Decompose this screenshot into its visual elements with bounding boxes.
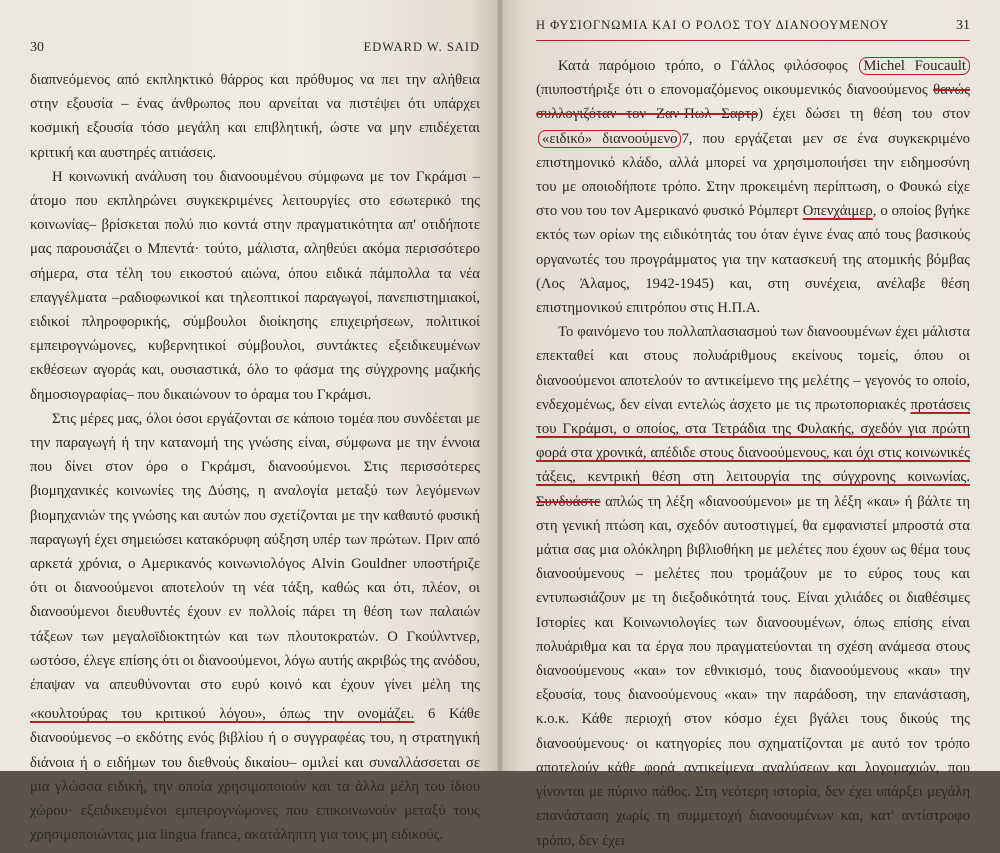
right-p1-h: , ο οποίος βγήκε εκτός των ορίων της ειδικότητάς του όταν έγινε ένας από τους βασικούς οργανωτές του προγράμματος για την κατασκευή της ατομικής βόμβας (Λος Άλαμος, 1942-1945) και, στη συνέχεια, ανέλαβε θέση επιστημονικού επιτρόπου στις Η.Π.Α. [536, 203, 971, 317]
right-running-head: Η ΦΥΣΙΟΓΝΩΜΙΑ ΚΑΙ Ο ΡΟΛΟΣ ΤΟΥ ΔΙΑΝΟΟΥΜΕΝΟΥ [536, 18, 890, 32]
left-running-head: EDWARD W. SAID [363, 40, 480, 54]
struck-sartre-phrase: θανώς συλλογιζόταν τον Ζαν-Πωλ Σαρτρ [536, 82, 970, 123]
right-p2-a: Το φαινόμενο του πολλαπλασιασμού των διανοουμένων έχει μάλιστα επεκταθεί και στους πολυάριθμους εκείνους τομείς, όπου οι διανοούμενοι αποτελούν το αντικείμενο της μελέτης – γεγονός το οποίο, ενδεχομένως, δεν είναι εντελώς άσχετο με τις πρωτοποριακές [536, 324, 970, 413]
left-body-text [30, 68, 480, 847]
right-header [536, 18, 970, 40]
left-page-number: 30 [30, 40, 44, 55]
right-page-number: 31 [956, 18, 970, 33]
right-page [500, 0, 1000, 849]
underlined-culture-of-critical-discourse: «κουλτούρας του κριτικού λόγου», όπως την ονομάζει. [30, 706, 415, 723]
circled-specific-intellectual: «ειδικό» διανοούμενο [538, 130, 681, 148]
left-page [0, 0, 500, 844]
right-p1-a: Κατά παρόμοιο τρόπο, ο Γάλλος φιλόσοφος [558, 58, 848, 74]
right-paragraph-1 [536, 54, 970, 320]
struck-combine-word: Συνδυάστε [536, 493, 601, 510]
underlined-oppenheimer: Οπενχάιμερ [802, 203, 873, 220]
right-p1-d: ) έχει δώσει τη θέση του στον [758, 106, 971, 123]
right-p1-b: (πιυποστήριξε ότι ο επονομαζόμενος οικουμενικός διανοούμενος [536, 82, 928, 99]
right-p2-d: απλώς τη λέξη «διανοούμενοι» με τη λέξη «και» ή βάλτε τη στη γενική πτώση και, σχεδόν αυτοστιγμεί, θα εμφανιστεί μπροστά στα μάτια σας μια ολόκληρη βιβλιοθήκη με μελέτες που έχουν ως θέμα τους διανοούμενους – μελέτες που τρομάζουν με το εύρος τους και εντυπωσιάζουν με τη διεξοδικότητά τους. Είναι χιλιάδες οι διαθέσιμες Ιστορίες και Κοινωνιολογίες των διανοουμένων, όπως επίσης είναι πολυάριθμα και τα έργα που πραγματεύονται τη σχέση ανάμεσα στους διανοούμενους «και» τον εθνικισμό, τους διανοούμενους «και» την εξουσία, τους διανοούμενους «και» την παράδοση, την επανάσταση, κ.ο.κ. Κάθε περιοχή στον κόσμο έχει βγάλει τους δικούς της διανοούμενους· οι κατηγορίες που σχηματίζονται με αυτό τον τρόπο αποτελούν κάθε φορά αντικείμενα αναλύσεων και λογομαχιών, που γίνονται με πύρινο πάθος. Στη νεότερη ιστορία, δεν έχει υπάρξει μεγάλη επανάσταση χωρίς τη συμμετοχή διανοουμένων και, κατ' αντίστροφο τρόπο, δεν έχει [536, 493, 971, 849]
underlined-gramsci-passage: προτάσεις του Γκράμσι, ο οποίος, στα Τετράδια της Φυλακής, σχεδόν για πρώτη φορά στα χρονικά, απέδιδε στους διανοούμενους, και όχι στις κοινωνικές τάξεις, κεντρική θέση στη λειτουργία της σύγχρονης κοινωνίας. [536, 396, 971, 486]
left-header [30, 40, 480, 62]
left-paragraph-3-text: Στις μέρες μας, όλοι όσοι εργάζονται σε κάποιο τομέα που συνδέεται με την παραγωγή ή την κατανομή της γνώσης είναι, σύμφωνα με την έννοια που δίνει στον όρο ο Γκράμσι, διανοούμενοι. Στις περισσότερες βιομηχανικές κοινωνίες της Δύσης, η αναλογία μεταξύ των λεγόμενων βιομηχανιών της γνώσης και αυτών που σχετίζονται με την καθαυτό φυσική παραγωγή έχει σημειώσει κατακόρυφη αύξηση υπέρ των πρώτων. Πριν από αρκετά χρόνια, ο Αμερικανός κοινωνιολόγος Alvin Gouldner υποστήριζε ότι οι διανοούμενοι αποτελούν τη νέα τάξη, καθώς και ότι, πλέον, οι διανοούμενοι διευθυντές έχουν εν πολλοίς πάρει τη θέση των παλαιών τάξεων των μεγαλοϊδιοκτητών και των πλουτοκρατών. Ο Γκούλντνερ, ωστόσο, έλεγε επίσης ότι οι διανοούμενοι, λόγω αυτής ακριβώς της ανόδου, έπαψαν να απευθύνονται στο ευρύ κοινό και έχουν γίνει μέλη της [30, 410, 480, 694]
right-paragraph-2 [536, 320, 970, 852]
right-p1-f: 7, που εργάζεται μεν σε ένα συγκεκριμένο επιστημονικό κλάδο, αλλά μπορεί να χρησιμοποιήσει την ειδημοσύνη του με οποιοδήποτε τρόπο. Στην προκειμένη περίπτωση, ο Φουκώ είχε στο νου του τον Αμερικανό φυσικό Ρόμπερτ [536, 130, 970, 220]
left-paragraph-3 [30, 407, 480, 848]
boxed-name-foucault: Michel Foucault [859, 57, 970, 75]
book-gutter [497, 0, 503, 771]
header-red-rule [536, 40, 970, 41]
right-body-text [536, 54, 970, 853]
left-paragraph-1: διαπνεόμενος από εκπληκτικό θάρρος και πρόθυμος να πει την αλήθεια στην εξουσία – ένας άνθρωπος που αρνείται να πιστέψει ότι υπάρχει κοσμική εξουσία τόσο μεγάλη και επιβλητική, ώστε να μην επιδέχεται κριτική και αυστηρές αιτιάσεις. [30, 72, 480, 161]
left-paragraph-3-end: 6 Κάθε διανοούμενος –ο εκδότης ενός βιβλίου ή ο συγγραφέας του, η στρατηγική διάνοια ή ο ειδήμων του διεθνούς δικαίου– ομιλεί και συναλλάσσεται σε μια γλώσσα ειδική, την οποία χρησιμοποιούν και τα άλλα μέλη του ίδιου χώρου· εξειδικευμένοι εμπειρογνώμονες που επικοινωνούν μεταξύ τους χρησιμοποιώντας μια lingua franca, ακατάληπτη για τους μη ειδικούς. [30, 706, 481, 844]
left-paragraph-2: Η κοινωνική ανάλυση του διανοουμένου σύμφωνα με τον Γκράμσι –άτομο που εκπληρώνει συγκεκριμένες λειτουργίες στο εσωτερικό της κοινωνίας– βρίσκεται πολύ πιο κοντά στην πραγματικότητα απ' οτιδήποτε μας παρουσιάζει ο Μπεντά· τούτο, μάλιστα, αληθεύει ακόμα περισσότερο σήμερα, στα τέλη του εικοστού αιώνα, όπου ειδικά πάμπολλα τα νέα επαγγέλματα –ραδιοφωνικοί και τηλεοπτικοί παραγωγοί, πανεπιστημιακοί, ειδικοί πληροφορικής, σύμβουλοι διοίκησης επιχειρήσεων, πολιτικοί εμπειρογνώμονες, κυβερνητικοί σύμβουλοι, συντάκτες εξειδικευμένων εκθέσεων αγοράς και, ουσιαστικά, όλο το φάσμα της σύγχρονης μαζικής δημοσιογραφίας– που δικαιώνουν το όραμα του Γκράμσι. [30, 168, 480, 403]
